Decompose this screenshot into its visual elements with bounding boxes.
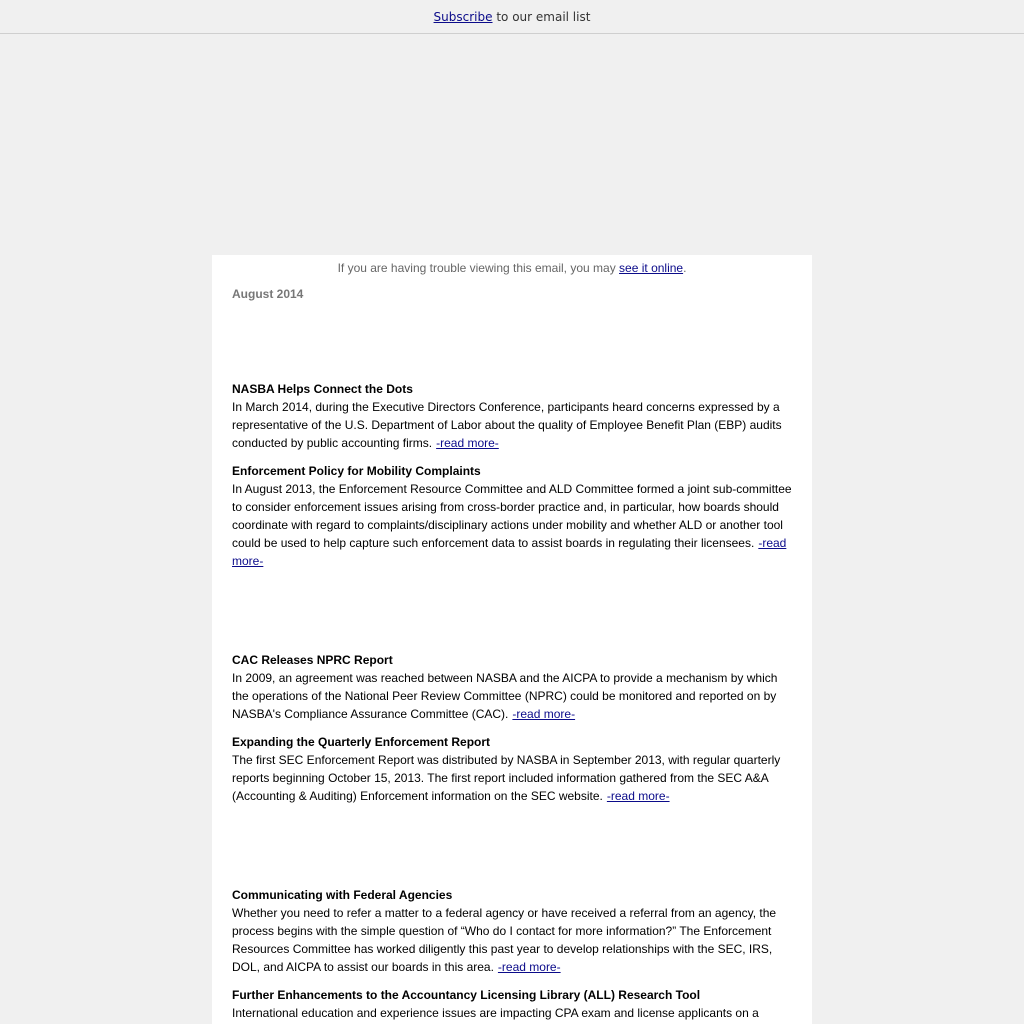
read-more-link[interactable]: -read more-: [606, 789, 670, 803]
subscribe-link[interactable]: Subscribe: [433, 10, 493, 24]
article-body: International education and experience issues are impacting CPA exam and license applicants on a: [232, 1006, 759, 1020]
trouble-viewing-notice: [212, 261, 812, 276]
subscribe-text: to our email list: [496, 10, 591, 24]
read-more-link[interactable]: -read more-: [436, 436, 499, 450]
trouble-period: .: [683, 261, 687, 275]
read-more-link[interactable]: -read more-: [232, 536, 787, 568]
article-title: CAC Releases NPRC Report: [232, 653, 393, 667]
article-title: Expanding the Quarterly Enforcement Report: [232, 735, 491, 749]
issue-date: August 2014: [232, 287, 304, 301]
article-body: In August 2013, the Enforcement Resource Committee and ALD Committee formed a joint sub-committee to consider enforcement issues arising from cross-border practice and, in particular, how boards should coordinate with regard to complaints/disciplinary actions under mobility and whether ALD or another tool could be used to help capture such enforcement data to assist boards in regulating their licensees. -read more-: [232, 482, 792, 568]
read-more-link[interactable]: -read more-: [497, 960, 561, 974]
article-body: In 2009, an agreement was reached between NASBA and the AICPA to provide a mechanism by which the operations of the National Peer Review Committee (NPRC) could be monitored and reported on by NASBA's Compliance Assurance Committee (CAC). -read more-: [232, 671, 778, 721]
article-enforcement-policy: [232, 462, 792, 570]
article-title: Communicating with Federal Agencies: [232, 888, 453, 902]
article-cac-nprc-report: [232, 651, 792, 723]
see-it-online-link[interactable]: see it online: [619, 261, 684, 275]
trouble-text: If you are having trouble viewing this email, you may: [337, 261, 616, 275]
article-body: Whether you need to refer a matter to a federal agency or have received a referral from an agency, the process begins with the simple question of “Who do I contact for more information?” The Enforcement Resources Committee has worked diligently this past year to develop relationships with the SEC, IRS, DOL, and AICPA to assist our boards in this area. -read more-: [232, 906, 777, 974]
read-more-link[interactable]: -read more-: [512, 707, 576, 721]
article-title: NASBA Helps Connect the Dots: [232, 382, 413, 396]
article-federal-agencies: [232, 886, 792, 976]
article-body: In March 2014, during the Executive Directors Conference, participants heard concerns expressed by a representative of the U.S. Department of Labor about the quality of Employee Benefit Plan (EBP) audits conducted by public accounting firms. -read more-: [232, 400, 782, 450]
article-all-research-tool: [232, 986, 792, 1022]
article-nasba-connect-dots: [232, 380, 792, 452]
article-quarterly-enforcement: [232, 733, 792, 805]
subscribe-bar: [0, 0, 1024, 34]
article-body: The first SEC Enforcement Report was distributed by NASBA in September 2013, with regular quarterly reports beginning October 15, 2013. The first report included information gathered from the SEC A&A (Accounting & Auditing) Enforcement information on the SEC website. -read more-: [232, 753, 781, 803]
article-title: Further Enhancements to the Accountancy Licensing Library (ALL) Research Tool: [232, 988, 701, 1002]
email-content: [212, 255, 812, 1024]
article-title: Enforcement Policy for Mobility Complaints: [232, 464, 481, 478]
